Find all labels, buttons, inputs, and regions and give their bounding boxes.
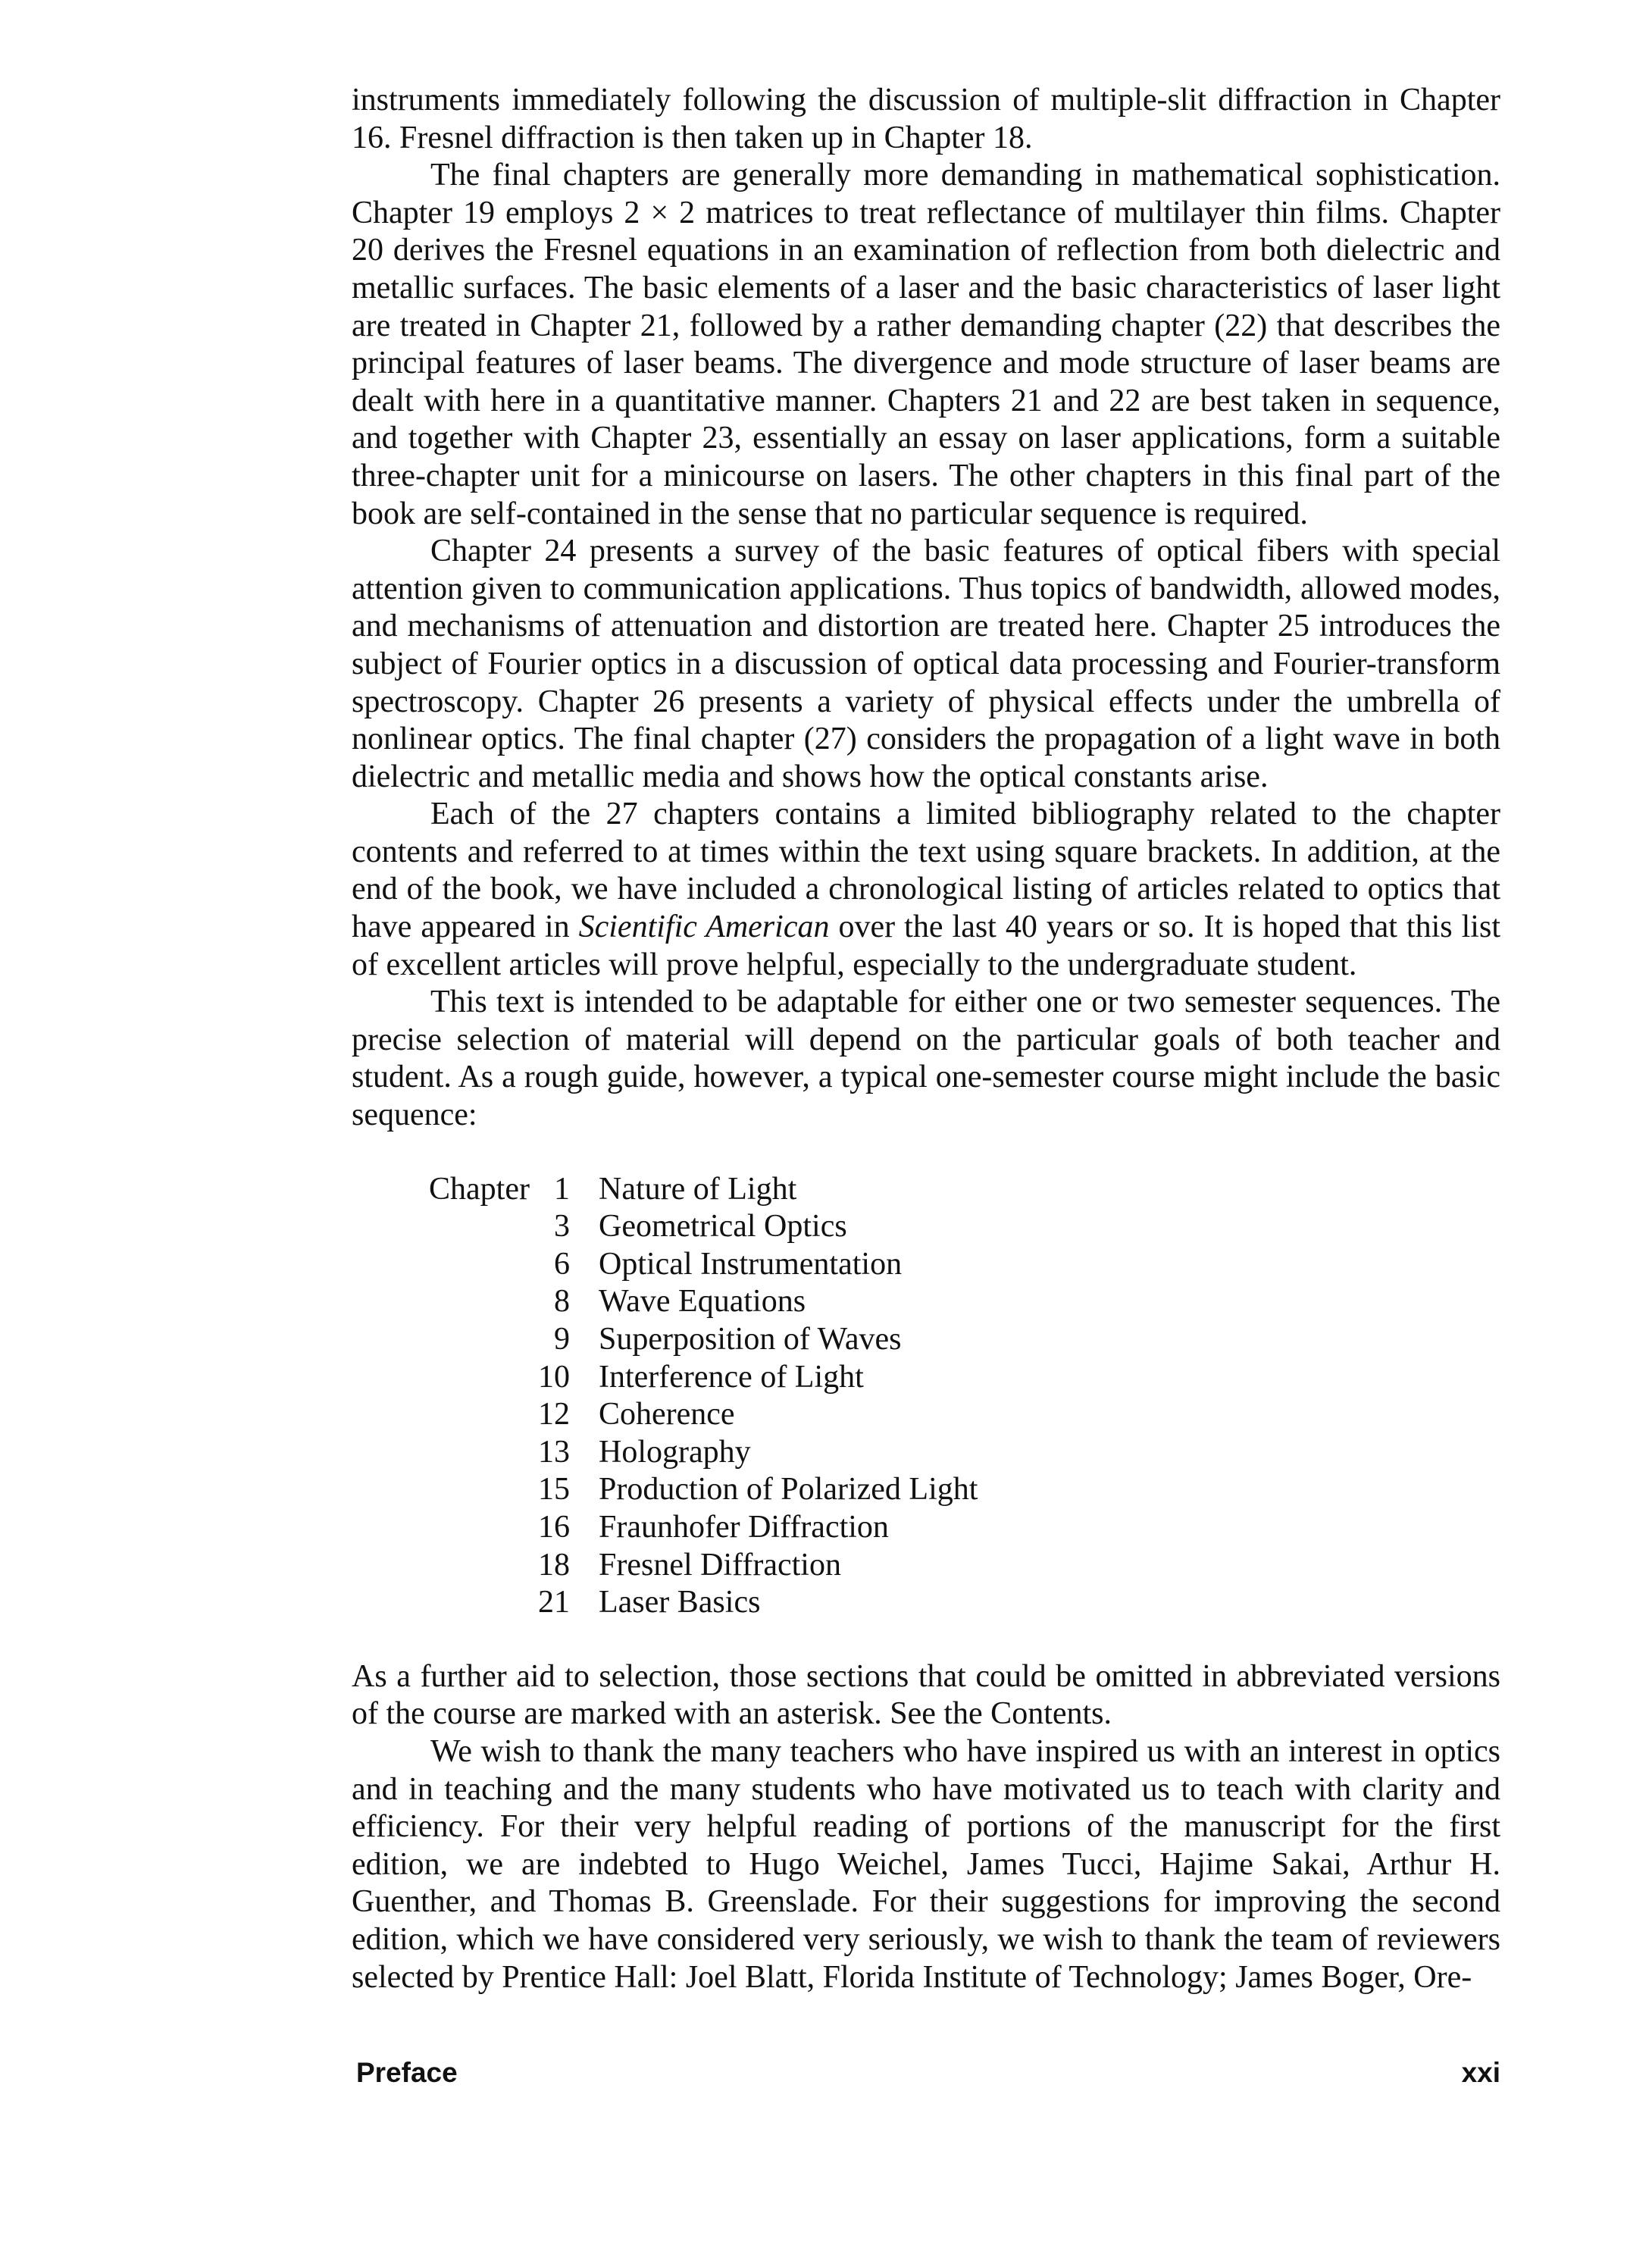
- chapter-number: 6: [554, 1246, 570, 1282]
- paragraph-acknowledgments: We wish to thank the many teachers who have inspired us with an interest in optics and in teaching and the many students who have motivated us to teach with clarity and efficiency. For their very helpful reading of portions of the manuscript for the first edition, we are indebted to Hugo Weichel, James Tucci, Hajime Sakai, Arthur H. Guenther, and Thomas B. Greenslade. For their suggestions for improving the second edition, which we have considered very seriously, we wish to thank the team of reviewers selected by Prentice Hall: Joel Blatt, Florida Institute of Technology; James Boger, Ore-: [352, 1733, 1500, 1995]
- chapter-number: 10: [538, 1359, 570, 1395]
- chapter-number: 21: [538, 1585, 570, 1620]
- body-text: [352, 82, 1500, 1996]
- chapter-number: 16: [538, 1509, 570, 1545]
- chapter-title: Optical Instrumentation: [599, 1246, 903, 1282]
- chapter-title: Laser Basics: [599, 1585, 761, 1620]
- chapter-title: Production of Polarized Light: [599, 1472, 978, 1507]
- chapter-numbers-column: [529, 1171, 570, 1622]
- paragraph-course-sequence: This text is intended to be adaptable for either one or two semester sequences. The precise selection of material will depend on the particular goals of both teacher and student. As a rough guide, however, a typical one-semester course might include the basic sequence:: [352, 985, 1500, 1133]
- paragraph-diffraction-continuation: instruments immediately following the discussion of multiple-slit diffraction in Chapter 16. Fresnel diffraction is then taken up in Chapter 18.: [352, 83, 1500, 155]
- chapter-title: Interference of Light: [599, 1359, 864, 1395]
- chapter-number: 1: [554, 1171, 570, 1207]
- bibliography-text-before: Each of the 27 chapters contains a limited bibliography related to the chapter contents and referred to at times within the text using square brackets. In addition, at the end of the book, we have included a chronological listing of articles related to optics that have appeared in: [352, 797, 1500, 945]
- paragraph-fiber-optics: Chapter 24 presents a survey of the basic features of optical fibers with special attention given to communication applications. Thus topics of bandwidth, allowed modes, and mechanisms of attenuation and distortion are treated here. Chapter 25 introduces the subject of Fourier optics in a discussion of optical data processing and Fourier-transform spectroscopy. Chapter 26 presents a variety of physical effects under the umbrella of nonlinear optics. The final chapter (27) considers the propagation of a light wave in both dielectric and metallic media and shows how the optical constants arise.: [352, 534, 1500, 794]
- chapter-number: 18: [538, 1547, 570, 1583]
- chapter-number: 8: [554, 1284, 570, 1320]
- chapter-title: Holography: [599, 1434, 751, 1470]
- chapter-number: 9: [554, 1322, 570, 1357]
- chapter-number: 13: [538, 1434, 570, 1470]
- chapter-number: 3: [554, 1209, 570, 1244]
- bibliography-text-after: over the last 40 years or so. It is hoped that this list of excellent articles will prove helpful, especially to the undergraduate student.: [352, 909, 1500, 982]
- chapter-number: 15: [538, 1472, 570, 1507]
- chapter-sequence-list: [429, 1171, 1500, 1622]
- chapter-title: Superposition of Waves: [599, 1322, 902, 1357]
- chapter-number: 12: [538, 1397, 570, 1432]
- chapter-title: Geometrical Optics: [599, 1209, 847, 1244]
- paragraph-final-chapters: The final chapters are generally more demanding in mathematical sophistication. Chapter 19 employs 2 × 2 matrices to treat reflectance of multilayer thin films. Chapter 20 derives the Fresnel equations in an examination of reflection from both dielectric and metallic surfaces. The basic elements of a laser and the basic characteristics of laser light are treated in Chapter 21, followed by a rather demanding chapter (22) that describes the principal features of laser beams. The divergence and mode structure of laser beams are dealt with here in a quantitative manner. Chapters 21 and 22 are best taken in sequence, and together with Chapter 23, essentially an essay on laser applications, form a suitable three-chapter unit for a minicourse on lasers. The other chapters in this final part of the book are self-contained in the sense that no particular sequence is required.: [352, 158, 1500, 531]
- chapter-list-label: Chapter: [429, 1171, 530, 1207]
- chapter-titles-column: [570, 1171, 978, 1622]
- paragraph-bibliography: [352, 796, 1500, 984]
- chapter-title: Fraunhofer Diffraction: [599, 1509, 889, 1545]
- chapter-title: Coherence: [599, 1397, 735, 1432]
- chapter-title: Fresnel Diffraction: [599, 1547, 841, 1583]
- chapter-title: Wave Equations: [599, 1284, 806, 1320]
- scientific-american-title: Scientific American: [578, 909, 830, 945]
- chapter-title: Nature of Light: [599, 1171, 797, 1207]
- footer-section-title: Preface: [356, 2057, 458, 2088]
- page-number: xxi: [1461, 2057, 1500, 2088]
- page-footer: [356, 2057, 1500, 2089]
- paragraph-asterisk-note: As a further aid to selection, those sections that could be omitted in abbreviated versions of the course are marked with an asterisk. See the Contents.: [352, 1658, 1500, 1732]
